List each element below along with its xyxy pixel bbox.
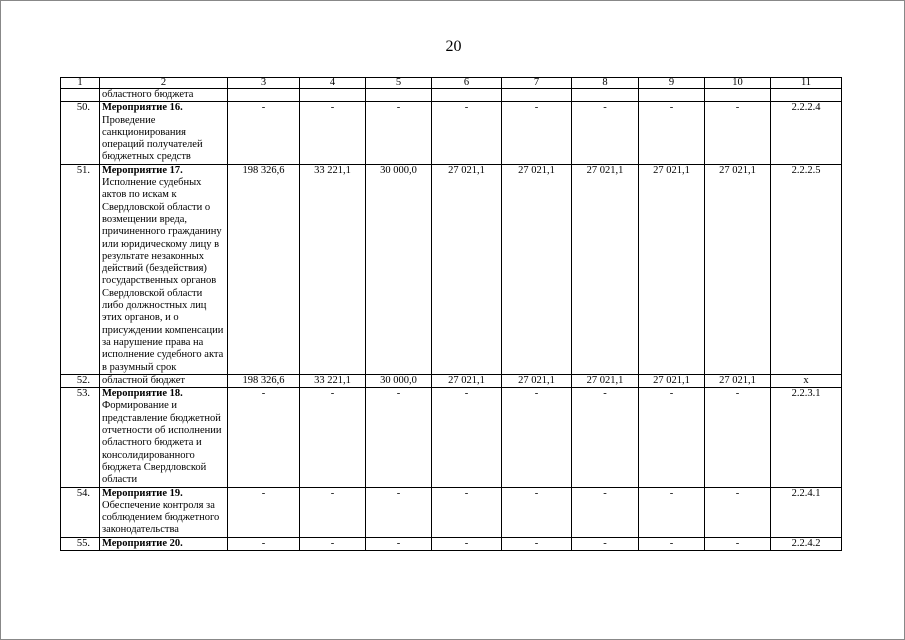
value-cell: - [366, 537, 432, 550]
page-number: 20 [445, 38, 462, 55]
table-row [61, 89, 842, 102]
target-code [771, 89, 842, 102]
table-header-row [61, 78, 842, 89]
row-number: 50. [61, 102, 100, 164]
value-cell: 27 021,1 [705, 164, 771, 374]
target-code: 2.2.4.1 [771, 487, 842, 537]
target-code: 2.2.2.4 [771, 102, 842, 164]
activity-title: Мероприятие 17. [102, 164, 183, 176]
activity-description: областного бюджета [102, 89, 194, 100]
value-cell: - [366, 487, 432, 537]
value-cell: - [502, 388, 572, 487]
target-code: 2.2.2.5 [771, 164, 842, 374]
value-cell [300, 89, 366, 102]
value-cell: 27 021,1 [502, 164, 572, 374]
table-row [61, 388, 842, 487]
activity-title: Мероприятие 20. [102, 537, 183, 549]
value-cell: - [366, 102, 432, 164]
value-cell [502, 89, 572, 102]
column-header: 5 [366, 78, 432, 89]
activity-description: Обеспечение контроля за соблюдением бюджетного законодательства [102, 499, 220, 536]
value-cell: - [228, 537, 300, 550]
column-header: 4 [300, 78, 366, 89]
activity-cell [100, 487, 228, 537]
value-cell: 30 000,0 [366, 164, 432, 374]
value-cell: 198 326,6 [228, 374, 300, 387]
column-header: 6 [432, 78, 502, 89]
value-cell: - [228, 102, 300, 164]
column-header: 8 [572, 78, 639, 89]
value-cell: 27 021,1 [572, 374, 639, 387]
value-cell: - [705, 537, 771, 550]
activity-title: Мероприятие 16. [102, 102, 183, 114]
column-header: 11 [771, 78, 842, 89]
value-cell: 33 221,1 [300, 374, 366, 387]
row-number [61, 89, 100, 102]
value-cell [366, 89, 432, 102]
column-header: 1 [61, 78, 100, 89]
column-header: 9 [639, 78, 705, 89]
activity-title: Мероприятие 19. [102, 487, 183, 499]
activity-description: Проведение санкционирования операций получателей бюджетных средств [102, 114, 203, 163]
column-header: 7 [502, 78, 572, 89]
value-cell [432, 89, 502, 102]
value-cell: 27 021,1 [639, 164, 705, 374]
activity-cell [100, 374, 228, 387]
value-cell: 27 021,1 [572, 164, 639, 374]
value-cell: - [300, 487, 366, 537]
value-cell: - [572, 487, 639, 537]
value-cell: - [705, 487, 771, 537]
activity-description: Формирование и представление бюджетной отчетности об исполнении областного бюджета и консолидированного бюджета Свердловской области [102, 400, 222, 486]
activity-title: Мероприятие 18. [102, 388, 183, 400]
value-cell: 30 000,0 [366, 374, 432, 387]
target-code: 2.2.4.2 [771, 537, 842, 550]
value-cell: 27 021,1 [432, 374, 502, 387]
value-cell [639, 89, 705, 102]
value-cell: - [705, 102, 771, 164]
plan-table [60, 77, 842, 551]
value-cell: - [572, 537, 639, 550]
column-header: 10 [705, 78, 771, 89]
column-header: 3 [228, 78, 300, 89]
table-row [61, 102, 842, 164]
row-number: 55. [61, 537, 100, 550]
activity-cell [100, 89, 228, 102]
row-number: 54. [61, 487, 100, 537]
value-cell: - [639, 487, 705, 537]
activity-cell [100, 164, 228, 374]
activity-description: областной бюджет [102, 374, 185, 386]
column-header: 2 [100, 78, 228, 89]
value-cell: - [705, 388, 771, 487]
value-cell: - [432, 102, 502, 164]
activity-cell [100, 537, 228, 550]
value-cell: 27 021,1 [705, 374, 771, 387]
value-cell: - [639, 102, 705, 164]
value-cell: - [432, 388, 502, 487]
value-cell: - [300, 537, 366, 550]
row-number: 52. [61, 374, 100, 387]
value-cell: - [366, 388, 432, 487]
value-cell: - [502, 537, 572, 550]
value-cell: 198 326,6 [228, 164, 300, 374]
table-row [61, 487, 842, 537]
activity-description: Исполнение судебных актов по искам к Свердловской области о возмещении вреда, причиненного гражданину или юридическому лицу в результате незаконных действий (бездействия) государственных органов Свердловской области либо должностных лиц этих органов, и о присуждении компенсации за нарушение права на исполнение судебного акта в разумный срок [102, 177, 224, 373]
value-cell: - [572, 388, 639, 487]
row-number: 51. [61, 164, 100, 374]
table-row [61, 374, 842, 387]
table-row [61, 537, 842, 550]
target-code: 2.2.3.1 [771, 388, 842, 487]
activity-cell [100, 102, 228, 164]
value-cell [228, 89, 300, 102]
value-cell: - [432, 487, 502, 537]
value-cell: - [300, 102, 366, 164]
value-cell: 27 021,1 [432, 164, 502, 374]
value-cell: 27 021,1 [502, 374, 572, 387]
value-cell: - [639, 537, 705, 550]
value-cell [572, 89, 639, 102]
activity-cell [100, 388, 228, 487]
value-cell: - [502, 487, 572, 537]
value-cell: 33 221,1 [300, 164, 366, 374]
value-cell [705, 89, 771, 102]
value-cell: - [639, 388, 705, 487]
table-row [61, 164, 842, 374]
value-cell: - [228, 487, 300, 537]
row-number: 53. [61, 388, 100, 487]
value-cell: - [572, 102, 639, 164]
value-cell: - [300, 388, 366, 487]
value-cell: 27 021,1 [639, 374, 705, 387]
target-code: x [771, 374, 842, 387]
value-cell: - [502, 102, 572, 164]
value-cell: - [432, 537, 502, 550]
value-cell: - [228, 388, 300, 487]
